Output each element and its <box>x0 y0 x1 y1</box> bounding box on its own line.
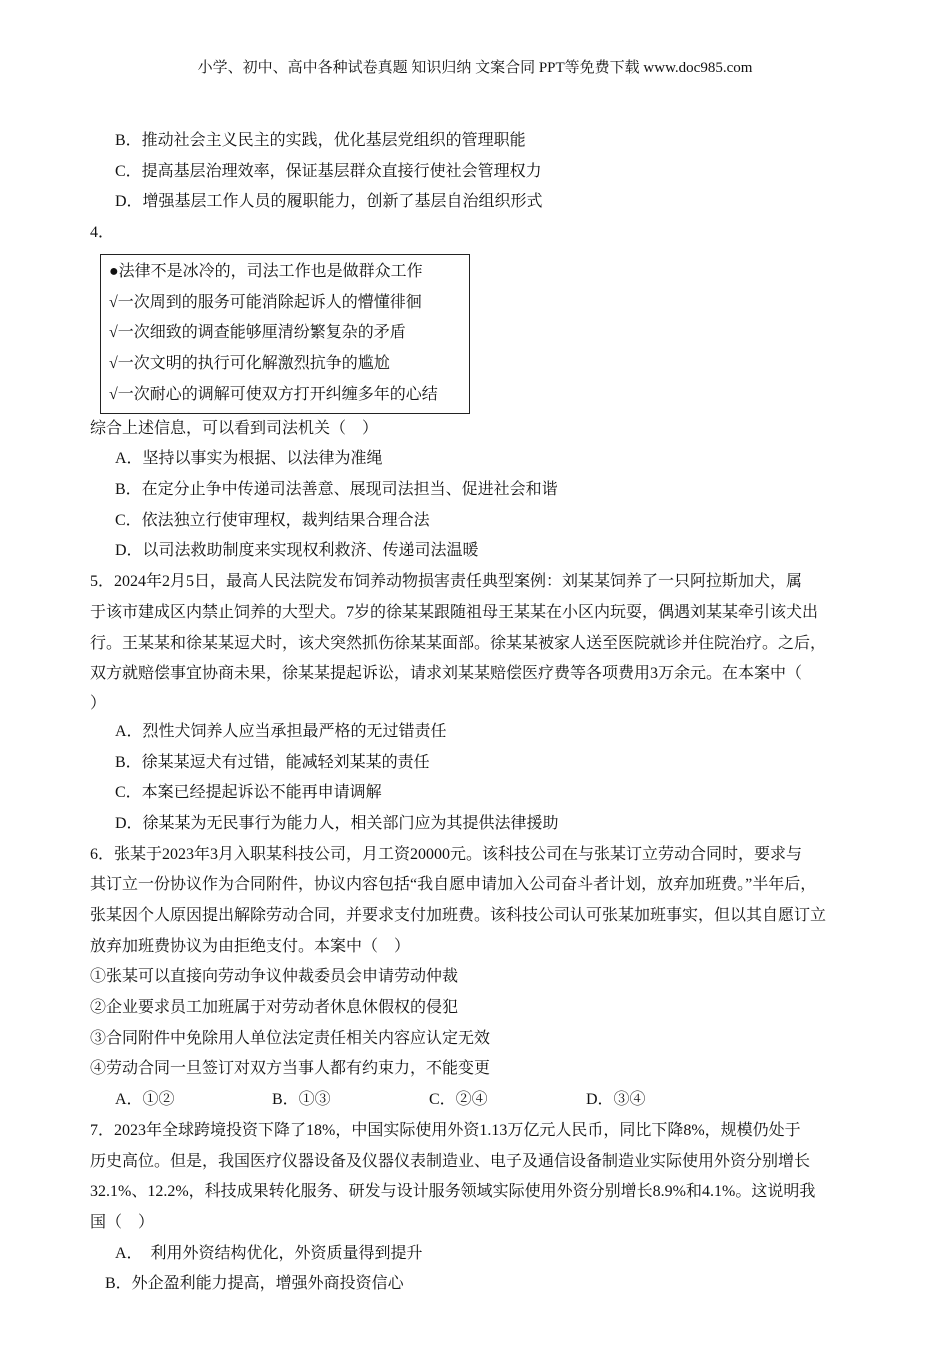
q3-option-d: D．增强基层工作人员的履职能力，创新了基层自治组织形式 <box>115 193 543 211</box>
q7-stem-line: 32.1%、12.2%，科技成果转化服务、研发与设计服务领域实际使用外资分别增长8.9%和4.1%。这说明我 <box>90 1183 816 1201</box>
q4-box-line: ●法律不是冰冷的，司法工作也是做群众工作 <box>109 262 423 280</box>
q4-number: 4． <box>90 224 115 242</box>
q6-options <box>90 1085 870 1116</box>
q7-option-a: A． 利用外资结构优化，外资质量得到提升 <box>115 1244 423 1262</box>
q7-stem-line: 历史高位。但是，我国医疗仪器设备及仪器仪表制造业、电子及通信设备制造业实际使用外资分别增长 <box>90 1152 811 1170</box>
q5-stem-line: 双方就赔偿事宜协商未果，徐某某提起诉讼，请求刘某某赔偿医疗费等各项费用3万余元。在本案中（ <box>90 665 803 683</box>
q4-box-line: √一次周到的服务可能消除起诉人的懵懂徘徊 <box>109 293 422 311</box>
q6-stem-line: 放弃加班费协议为由拒绝支付。本案中（ ） <box>90 937 411 955</box>
q5-stem-line: 行。王某某和徐某某逗犬时，该犬突然抓伤徐某某面部。徐某某被家人送至医院就诊并住院治疗。之后， <box>90 634 827 652</box>
q6-statement-1: ①张某可以直接向劳动争议仲裁委员会申请劳动仲裁 <box>90 968 459 986</box>
q4-stem: 综合上述信息，可以看到司法机关（ ） <box>90 419 379 437</box>
q4-box-line: √一次细致的调查能够厘清纷繁复杂的矛盾 <box>109 324 406 342</box>
q7-stem-line: 国（ ） <box>90 1213 155 1231</box>
q5-stem-line: ） <box>90 694 107 712</box>
q4-option-d: D．以司法救助制度来实现权利救济、传递司法温暖 <box>115 542 479 560</box>
q6-option-c: C．②④ <box>429 1091 488 1109</box>
q5-option-a: A．烈性犬饲养人应当承担最严格的无过错责任 <box>115 722 447 740</box>
q3-option-c: C．提高基层治理效率，保证基层群众直接行使社会管理权力 <box>115 162 542 180</box>
q7-option-b: B．外企盈利能力提高，增强外商投资信心 <box>105 1275 404 1293</box>
q5-option-b: B．徐某某逗犬有过错，能减轻刘某某的责任 <box>115 753 430 771</box>
page-header: 小学、初中、高中各种试卷真题 知识归纳 文案合同 PPT等免费下载 www.doc985.com <box>197 60 753 76</box>
q6-stem-line: 张某因个人原因提出解除劳动合同，并要求支付加班费。该科技公司认可张某加班事实，但以其自愿订立 <box>90 907 827 925</box>
q5-stem-line: 于该市建成区内禁止饲养的大型犬。7岁的徐某某跟随祖母王某某在小区内玩耍，偶遇刘某某牵引该犬出 <box>90 603 819 621</box>
q7-stem-line: 7．2023年全球跨境投资下降了18%，中国实际使用外资1.13万亿元人民币，同比下降8%，规模仍处于 <box>90 1121 801 1139</box>
q6-statement-4: ④劳动合同一旦签订对双方当事人都有约束力，不能变更 <box>90 1060 491 1078</box>
q6-stem-line: 其订立一份协议作为合同附件，协议内容包括“我自愿申请加入公司奋斗者计划，放弃加班费。”半年后， <box>90 876 817 894</box>
q6-option-d: D．③④ <box>586 1091 646 1109</box>
q4-info-box <box>100 254 470 414</box>
q4-option-b: B．在定分止争中传递司法善意、展现司法担当、促进社会和谐 <box>115 481 558 499</box>
q5-stem-line: 5．2024年2月5日，最高人民法院发布饲养动物损害责任典型案例：刘某某饲养了一只阿拉斯加犬，属 <box>90 573 803 591</box>
q6-statement-3: ③合同附件中免除用人单位法定责任相关内容应认定无效 <box>90 1029 491 1047</box>
q6-stem-line: 6．张某于2023年3月入职某科技公司，月工资20000元。该科技公司在与张某订立劳动合同时，要求与 <box>90 845 803 863</box>
q5-option-c: C．本案已经提起诉讼不能再申请调解 <box>115 784 382 802</box>
q5-option-d: D．徐某某为无民事行为能力人，相关部门应为其提供法律援助 <box>115 814 559 832</box>
q4-box-line: √一次耐心的调解可使双方打开纠缠多年的心结 <box>109 385 438 403</box>
q6-option-a: A．①② <box>115 1091 175 1109</box>
q3-option-b: B．推动社会主义民主的实践，优化基层党组织的管理职能 <box>115 132 526 149</box>
q4-option-a: A．坚持以事实为根据、以法律为准绳 <box>115 450 383 468</box>
q6-statement-2: ②企业要求员工加班属于对劳动者休息休假权的侵犯 <box>90 999 459 1017</box>
q4-option-c: C．依法独立行使审理权，裁判结果合理合法 <box>115 511 430 529</box>
document-body <box>90 126 870 1300</box>
q4-box-line: √一次文明的执行可化解激烈抗争的尴尬 <box>109 355 390 373</box>
q6-option-b: B．①③ <box>272 1091 331 1109</box>
